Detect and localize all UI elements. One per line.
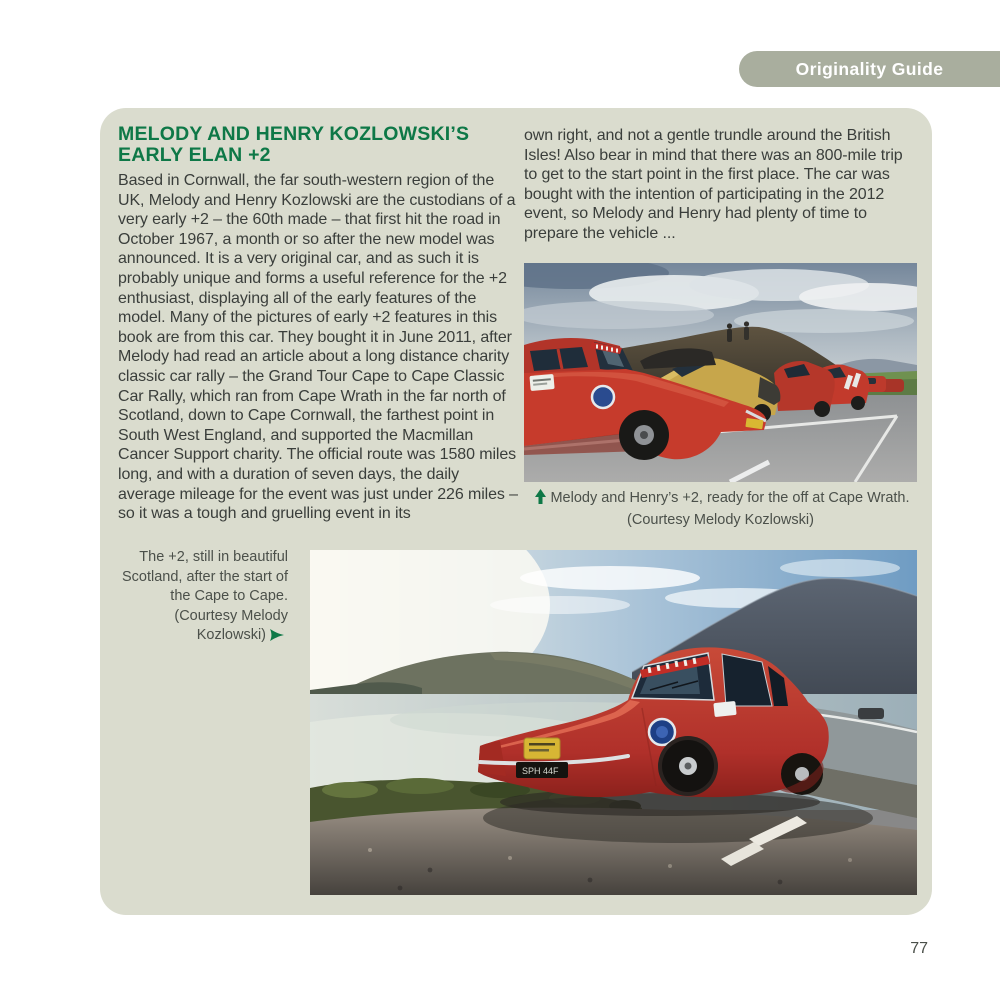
page-number: 77 [910, 940, 928, 957]
article-heading [118, 124, 520, 166]
rally-plate [529, 374, 554, 391]
door-sticker [713, 701, 736, 717]
rally-plaque [524, 738, 560, 759]
photo-cars-lineup-art [524, 263, 917, 482]
caption-lineup-text: Melody and Henry’s +2, ready for the off at Cape Wrath. (Courtesy Melody Kozlowski) [550, 490, 910, 528]
number-plate-text: SPH 44F [522, 766, 559, 776]
right-arrow-icon [270, 628, 284, 648]
photo-elan-loch [310, 550, 917, 895]
caption-loch [106, 548, 288, 648]
caption-lineup [524, 489, 917, 530]
article-heading-line2: EARLY ELAN +2 [118, 144, 271, 166]
up-arrow-icon [535, 489, 546, 511]
caption-loch-text: The +2, still in beautiful Scotland, after the start of the Cape to Cape. (Courtesy Melody Kozlowski) [121, 549, 288, 643]
body-text-left-column: Based in Cornwall, the far south-western region of the UK, Melody and Henry Kozlowski are the custodians of a very early +2 – the 60th made – that first hit the road in October 1967, a month or so after the new model was announced. It is a very original car, and as such it is probably unique and forms a useful reference for the +2 enthusiast, displaying all of the early features of the model. Many of the pictures of early +2 features in this book are from this car. They bought it in June 2011, after Melody had read an article about a long distance charity classic car rally – the Grand Tour Cape to Cape Classic Car Rally, which ran from Cape Wrath in the far north of Scotland, down to Cape Cornwall, the farthest point in South West England, and supported the Macmillan Cancer Support charity. The official route was 1580 miles long, and with a duration of seven days, the daily average mileage for the event was just under 226 miles – so it was a tough and gruelling event in its [118, 172, 518, 523]
door-roundel [592, 386, 614, 408]
number-plate [516, 762, 568, 778]
article-heading-line1: MELODY AND HENRY KOZLOWSKI’S [118, 123, 470, 145]
photo-elan-loch-art [310, 550, 917, 895]
photo-cars-lineup [524, 263, 917, 482]
header-badge: Originality Guide [739, 51, 1000, 87]
body-text-right-column: own right, and not a gentle trundle around the British Isles! Also bear in mind that there was an 800-mile trip to get to the start point in the first place. The car was bought with the intention of participating in the 2012 event, so Melody and Henry had plenty of time to prepare the vehicle ... [524, 127, 903, 242]
